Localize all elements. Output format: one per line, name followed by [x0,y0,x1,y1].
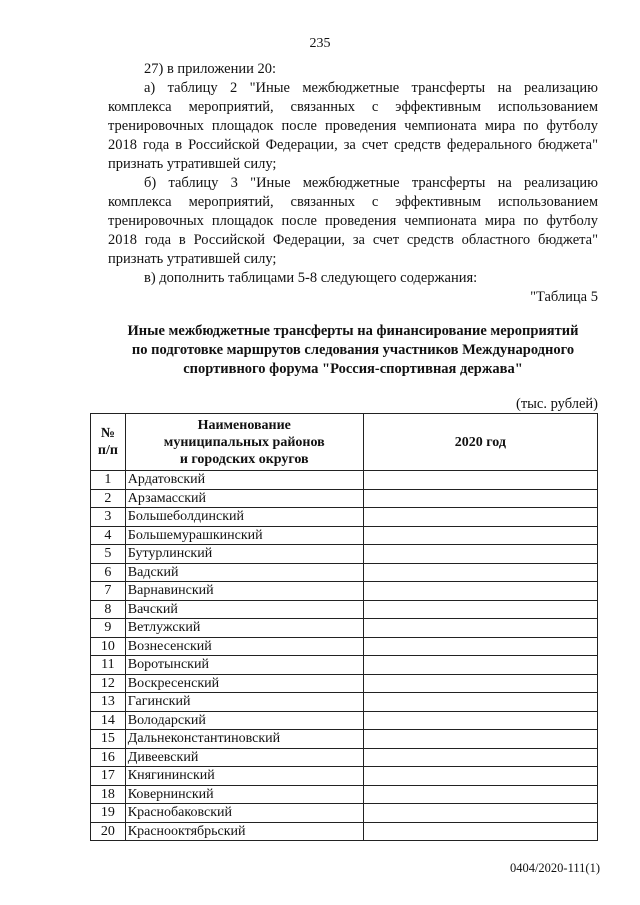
row-name: Дальнеконстантиновский [125,730,363,749]
row-number: 6 [91,563,126,582]
units-label: (тыс. рублей) [516,396,598,412]
row-number: 18 [91,785,126,804]
table-row [91,563,598,582]
row-name: Бутурлинский [125,545,363,564]
row-value [363,582,597,601]
row-value [363,600,597,619]
header-name [125,414,363,471]
row-number: 12 [91,674,126,693]
table-row [91,619,598,638]
page-number: 235 [309,36,331,51]
row-value [363,637,597,656]
row-name: Володарский [125,711,363,730]
row-name: Вознесенский [125,637,363,656]
row-number: 2 [91,489,126,508]
table-label: "Таблица 5 [530,289,598,305]
row-number: 10 [91,637,126,656]
table-row [91,582,598,601]
table-row [91,822,598,841]
table-row [91,656,598,675]
row-value [363,508,597,527]
table-row [91,711,598,730]
row-number: 17 [91,767,126,786]
header-year: 2020 год [363,414,597,471]
table-row [91,748,598,767]
table-row [91,804,598,823]
paragraph-item-c: в) дополнить таблицами 5-8 следующего содержания: [144,270,478,286]
row-number: 9 [91,619,126,638]
table-row [91,730,598,749]
table-row [91,693,598,712]
table-row [91,545,598,564]
table-title [108,322,598,379]
paragraph-appendix-20: 27) в приложении 20: [144,61,277,77]
table-row [91,785,598,804]
table-row [91,600,598,619]
row-name: Вачский [125,600,363,619]
row-number: 14 [91,711,126,730]
table-row [91,489,598,508]
transfers-table [90,413,598,841]
row-number: 4 [91,526,126,545]
row-name: Ковернинский [125,785,363,804]
row-number: 3 [91,508,126,527]
table-title-line: по подготовке маршрутов следования участников Международного [131,342,575,358]
table-row [91,674,598,693]
row-name: Гагинский [125,693,363,712]
row-value [363,471,597,490]
row-number: 5 [91,545,126,564]
header-num-line: п/п [97,443,118,458]
row-value [363,489,597,508]
row-number: 8 [91,600,126,619]
table-header-row [91,414,598,471]
table-row [91,526,598,545]
row-name: Краснооктябрьский [125,822,363,841]
row-number: 15 [91,730,126,749]
row-name: Воскресенский [125,674,363,693]
row-value [363,674,597,693]
row-value [363,748,597,767]
row-name: Краснобаковский [125,804,363,823]
row-value [363,822,597,841]
table-row [91,767,598,786]
table-body [91,471,598,841]
table-row [91,637,598,656]
row-number: 16 [91,748,126,767]
row-name: Княгининский [125,767,363,786]
body-text [108,60,598,288]
row-value [363,730,597,749]
row-value [363,804,597,823]
row-name: Вадский [125,563,363,582]
row-number: 1 [91,471,126,490]
table-title-line: спортивного форума "Россия-спортивная держава" [183,361,523,377]
row-name: Большемурашкинский [125,526,363,545]
row-value [363,656,597,675]
row-value [363,785,597,804]
table-row [91,471,598,490]
row-value [363,526,597,545]
header-name-line: и городских округов [179,451,309,467]
header-num [91,414,126,471]
header-name-line: Наименование [197,417,291,433]
row-number: 11 [91,656,126,675]
row-value [363,767,597,786]
table-title-line: Иные межбюджетные трансферты на финансирование мероприятий [127,323,579,339]
table-row [91,508,598,527]
row-number: 19 [91,804,126,823]
row-number: 7 [91,582,126,601]
row-number: 20 [91,822,126,841]
header-num-line: № [100,426,115,441]
row-value [363,711,597,730]
header-name-line: муниципальных районов [163,434,325,450]
paragraph-item-b: б) таблицу 3 "Иные межбюджетные трансферты на реализацию комплекса мероприятий, связанных с эффективным использованием тренировочных площадок после проведения чемпионата мира по футболу 2018 года в Российской Федерации, за счет средств областного бюджета" признать утратившей силу; [108,175,598,267]
row-value [363,619,597,638]
row-name: Большеболдинский [125,508,363,527]
paragraph-item-a: а) таблицу 2 "Иные межбюджетные трансферты на реализацию комплекса мероприятий, связанных с эффективным использованием тренировочных площадок после проведения чемпионата мира по футболу 2018 года в Российской Федерации, за счет средств федерального бюджета" признать утратившей силу; [108,80,598,172]
row-name: Воротынский [125,656,363,675]
row-name: Ардатовский [125,471,363,490]
document-code: 0404/2020-111(1) [509,861,600,875]
row-number: 13 [91,693,126,712]
row-name: Ветлужский [125,619,363,638]
row-name: Дивеевский [125,748,363,767]
row-name: Варнавинский [125,582,363,601]
row-value [363,693,597,712]
row-value [363,545,597,564]
row-name: Арзамасский [125,489,363,508]
row-value [363,563,597,582]
